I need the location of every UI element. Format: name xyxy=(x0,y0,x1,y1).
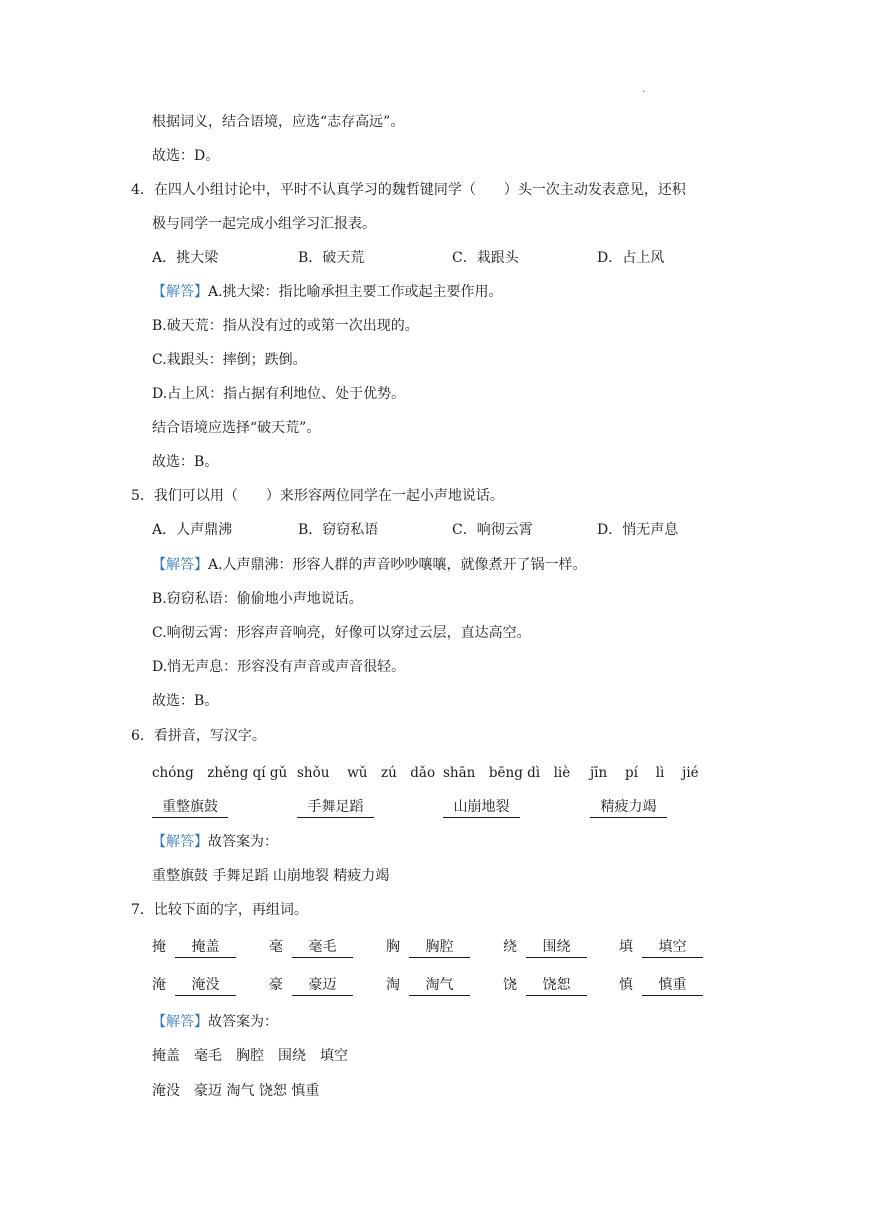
answer-text: 故答案为： xyxy=(208,1014,278,1030)
option-d: D．悄无声息 xyxy=(597,522,679,538)
answer-blank: 山崩地裂 xyxy=(443,797,520,818)
paragraph-line: 根据词义，结合语境，应选“志存高远”。 xyxy=(152,114,405,130)
answer-line: 重整旗鼓 手舞足蹈 山崩地裂 精疲力竭 xyxy=(152,868,390,884)
answer-line: 故选：B。 xyxy=(152,454,219,470)
word-blank: 胸腔 xyxy=(409,937,470,958)
option-a: A．挑大梁 xyxy=(152,250,219,266)
compare-char: 毫 xyxy=(269,939,283,955)
answer-line xyxy=(152,1012,278,1032)
answer-line: 结合语境应选择“破天荒”。 xyxy=(152,420,321,436)
answer-line: D.占上风：指占据有利地位、处于优势。 xyxy=(152,386,406,402)
question-4-stem: 4．在四人小组讨论中，平时不认真学习的魏哲键同学（ ）头一次主动发表意见，还积 xyxy=(131,182,686,198)
compare-char: 绕 xyxy=(503,939,517,955)
answer-text: A.挑大梁：指比喻承担主要工作或起主要作用。 xyxy=(208,284,503,300)
answer-line xyxy=(152,282,503,302)
answer-line: B.破天荒：指从没有过的或第一次出现的。 xyxy=(152,318,419,334)
compare-char: 淹 xyxy=(152,977,166,993)
word-blank: 毫毛 xyxy=(292,937,353,958)
answer-tag: 【解答】 xyxy=(152,284,208,300)
question-7-stem: 7．比较下面的字，再组词。 xyxy=(131,902,308,918)
answer-line: B.窃窃私语：偷偷地小声地说话。 xyxy=(152,591,363,607)
answer-tag: 【解答】 xyxy=(152,557,208,573)
option-c: C．栽跟头 xyxy=(452,250,519,266)
header-mark: . xyxy=(642,84,646,95)
word-blank: 慎重 xyxy=(642,975,703,996)
word-blank: 饶恕 xyxy=(526,975,587,996)
answer-line: C.响彻云霄：形容声音响亮，好像可以穿过云层，直达高空。 xyxy=(152,625,531,641)
option-b: B．窃窃私语 xyxy=(298,522,379,538)
answer-text: 故答案为： xyxy=(208,834,278,850)
compare-char: 掩 xyxy=(152,939,166,955)
question-5-stem: 5．我们可以用（ ）来形容两位同学在一起小声地说话。 xyxy=(131,488,504,504)
word-blank: 淘气 xyxy=(409,975,470,996)
option-b: B．破天荒 xyxy=(298,250,365,266)
option-c: C．响彻云霄 xyxy=(452,522,533,538)
answer-line: 掩盖 毫毛 胸腔 围绕 填空 xyxy=(152,1048,348,1064)
option-d: D．占上风 xyxy=(597,250,665,266)
question-4-stem-cont: 极与同学一起完成小组学习汇报表。 xyxy=(152,216,376,232)
compare-char: 慎 xyxy=(619,977,633,993)
answer-line xyxy=(152,832,278,852)
word-blank: 掩盖 xyxy=(175,937,236,958)
paragraph-line: 故选：D。 xyxy=(152,148,220,164)
answer-tag: 【解答】 xyxy=(152,1014,208,1030)
answer-line: 故选：B。 xyxy=(152,693,219,709)
word-blank: 填空 xyxy=(642,937,703,958)
word-blank: 围绕 xyxy=(526,937,587,958)
compare-char: 饶 xyxy=(503,977,517,993)
answer-blank: 手舞足蹈 xyxy=(297,797,374,818)
compare-char: 填 xyxy=(619,939,633,955)
answer-line: 淹没 豪迈 淘气 饶恕 慎重 xyxy=(152,1083,320,1099)
pinyin-group: jīn pí lì jié xyxy=(590,765,699,781)
pinyin-group: shǒu wǔ zú dǎo xyxy=(297,765,436,781)
compare-char: 淘 xyxy=(386,977,400,993)
option-a: A．人声鼎沸 xyxy=(152,522,233,538)
answer-line: C.栽跟头：摔倒；跌倒。 xyxy=(152,352,307,368)
compare-char: 豪 xyxy=(269,977,283,993)
question-6-stem: 6．看拼音，写汉字。 xyxy=(131,728,266,744)
compare-char: 胸 xyxy=(386,939,400,955)
answer-line xyxy=(152,555,587,575)
answer-text: A.人声鼎沸：形容人群的声音吵吵嚷嚷，就像煮开了锅一样。 xyxy=(208,557,587,573)
pinyin-group: chóng zhěng qí gǔ xyxy=(152,765,288,781)
answer-blank: 精疲力竭 xyxy=(590,797,667,818)
word-blank: 淹没 xyxy=(175,975,236,996)
answer-tag: 【解答】 xyxy=(152,834,208,850)
answer-line: D.悄无声息：形容没有声音或声音很轻。 xyxy=(152,659,406,675)
pinyin-group: shān bēng dì liè xyxy=(443,765,571,781)
answer-blank: 重整旗鼓 xyxy=(152,797,228,818)
word-blank: 豪迈 xyxy=(292,975,353,996)
